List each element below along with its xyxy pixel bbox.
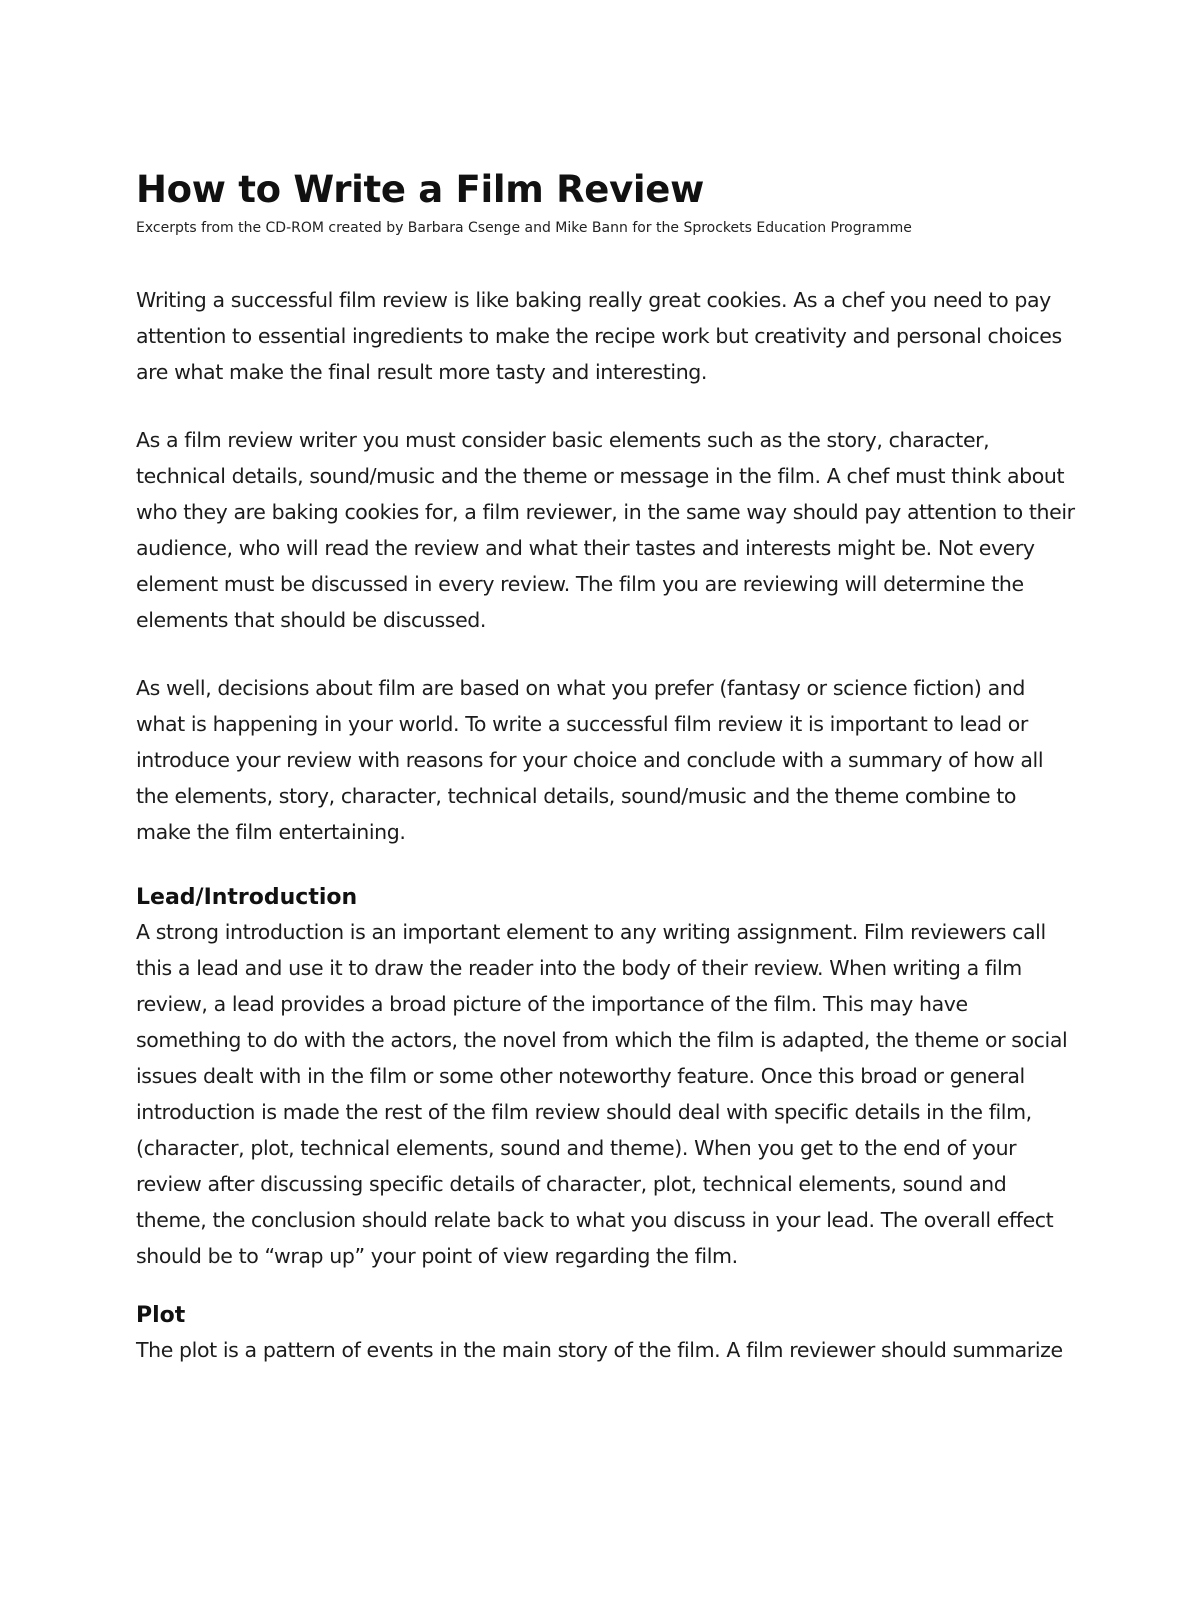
section-body-plot: The plot is a pattern of events in the main story of the film. A film reviewer should summarize [136,1338,1063,1362]
document-subtitle: Excerpts from the CD-ROM created by Barbara Csenge and Mike Bann for the Sprockets Education Programme [136,220,912,236]
section-heading-plot: Plot [136,1303,186,1328]
section-body-lead: A strong introduction is an important element to any writing assignment. Film reviewers call this a lead and use it to draw the reader into the body of their review. When writing a film review, a lead provides a broad picture of the importance of the film. This may have something to do with the actors, the novel from which the film is adapted, the theme or social issues dealt with in the film or some other noteworthy feature. Once this broad or general introduction is made the rest of the film review should deal with specific details in the film, (character, plot, technical elements, sound and theme). When you get to the end of your review after discussing specific details of character, plot, technical elements, sound and theme, the conclusion should relate back to what you discuss in your lead. The overall effect should be to “wrap up” your point of view regarding the film. [136,920,1068,1268]
document-title: How to Write a Film Review [136,168,704,211]
intro-paragraph-1: Writing a successful film review is like baking really great cookies. As a chef you need to pay attention to essential ingredients to make the recipe work but creativity and personal choices are what make the final result more tasty and interesting. [136,288,1062,384]
document-content [136,168,1076,1368]
intro-paragraph-2: As a film review writer you must consider basic elements such as the story, character, technical details, sound/music and the theme or message in the film. A chef must think about who they are baking cookies for, a film reviewer, in the same way should pay attention to their audience, who will read the review and what their tastes and interests might be. Not every element must be discussed in every review. The film you are reviewing will determine the elements that should be discussed. [136,428,1075,632]
section-heading-lead: Lead/Introduction [136,885,358,910]
intro-paragraph-3: As well, decisions about film are based on what you prefer (fantasy or science fiction) and what is happening in your world. To write a successful film review it is important to lead or introduce your review with reasons for your choice and conclude with a summary of how all the elements, story, character, technical details, sound/music and the theme combine to make the film entertaining. [136,676,1044,844]
